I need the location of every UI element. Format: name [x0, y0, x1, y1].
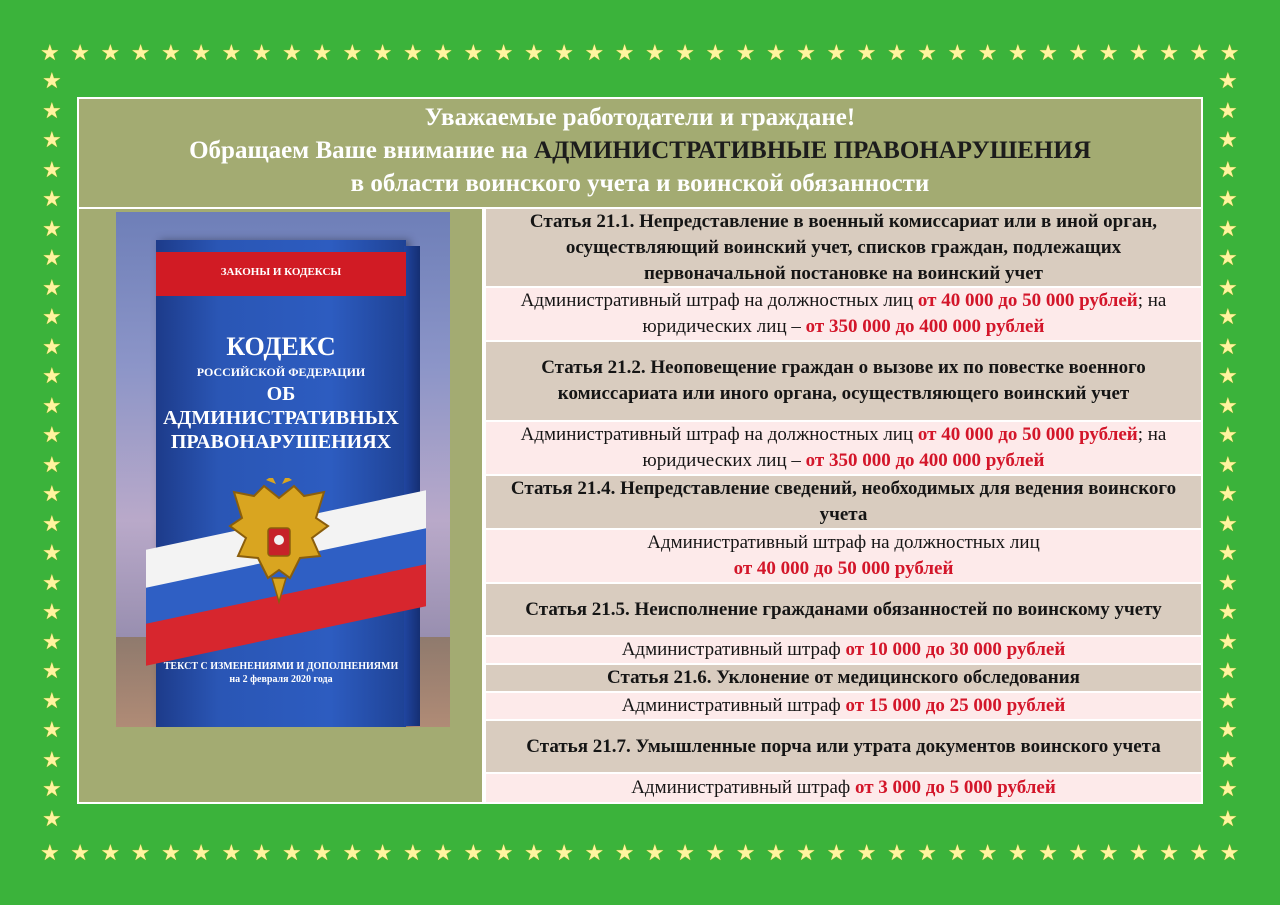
star-icon: ★ — [251, 40, 272, 65]
star-icon: ★ — [977, 840, 998, 865]
star-icon: ★ — [191, 840, 211, 865]
star-icon: ★ — [42, 746, 62, 772]
article-row: Статья 21.5. Неисполнение гражданами обязанностей по воинскому учету — [486, 584, 1201, 637]
star-icon: ★ — [614, 40, 635, 65]
star-icon: ★ — [675, 40, 695, 65]
star-icon: ★ — [372, 40, 393, 65]
star-icon: ★ — [1068, 40, 1089, 65]
star-border-top — [40, 42, 1240, 64]
star-icon: ★ — [42, 628, 62, 654]
star-icon: ★ — [675, 840, 695, 865]
book-photo — [116, 212, 450, 727]
star-icon: ★ — [42, 363, 62, 389]
star-icon: ★ — [1218, 304, 1238, 330]
star-icon: ★ — [1068, 840, 1089, 865]
star-icon: ★ — [796, 840, 816, 865]
star-icon: ★ — [42, 392, 62, 418]
fine-text: Административный штраф — [621, 695, 846, 716]
star-icon: ★ — [947, 840, 968, 865]
star-icon: ★ — [1218, 245, 1238, 271]
article-row: Статья 21.2. Неоповещение граждан о вызове их по повестке военного комиссариата или иного органа, осуществляющего воинский учет — [486, 342, 1201, 422]
star-icon: ★ — [1038, 840, 1058, 865]
star-icon: ★ — [40, 840, 60, 865]
star-icon: ★ — [312, 840, 332, 865]
star-icon: ★ — [463, 40, 484, 65]
star-icon: ★ — [554, 840, 574, 865]
star-icon: ★ — [161, 840, 181, 865]
fine-amount: от 350 000 до 400 000 рублей — [805, 316, 1045, 337]
star-icon: ★ — [221, 840, 242, 865]
star-icon: ★ — [42, 481, 62, 507]
star-icon: ★ — [856, 40, 877, 65]
star-icon: ★ — [372, 840, 393, 865]
star-icon: ★ — [42, 599, 62, 625]
star-icon: ★ — [1129, 40, 1149, 65]
star-border-right — [1218, 70, 1238, 830]
star-icon: ★ — [42, 274, 62, 300]
book-title-1: КОДЕКС — [226, 332, 336, 361]
star-icon: ★ — [282, 840, 302, 865]
star-border-left — [42, 70, 62, 830]
fine-amount: от 350 000 до 400 000 рублей — [805, 450, 1045, 471]
star-icon: ★ — [1159, 40, 1179, 65]
star-icon: ★ — [70, 840, 90, 865]
star-icon: ★ — [1189, 840, 1210, 865]
star-icon: ★ — [221, 40, 242, 65]
star-icon: ★ — [1218, 658, 1238, 684]
fine-amount: от 10 000 до 30 000 рублей — [845, 639, 1066, 660]
star-icon: ★ — [403, 40, 423, 65]
star-icon: ★ — [191, 40, 211, 65]
star-icon: ★ — [1218, 628, 1238, 654]
fine-amount: от 15 000 до 25 000 рублей — [845, 695, 1066, 716]
star-icon: ★ — [1098, 840, 1119, 865]
star-icon: ★ — [856, 840, 877, 865]
fine-text: Административный штраф на должностных лиц — [647, 532, 1040, 553]
star-icon: ★ — [1218, 186, 1238, 212]
article-row: Статья 21.1. Непредставление в военный комиссариат или в иной орган, осуществляющий воинский учет, списков граждан, подлежащих первоначальной постановке на воинский учет — [486, 209, 1201, 288]
star-icon: ★ — [100, 40, 121, 65]
star-icon: ★ — [645, 40, 665, 65]
star-icon: ★ — [42, 422, 62, 448]
star-icon: ★ — [42, 97, 62, 123]
fine-text: ; на юридических лиц – — [642, 290, 1167, 337]
header-line-2 — [79, 134, 1201, 167]
book-title-4: ПРАВОНАРУШЕНИЯХ — [170, 431, 392, 453]
star-icon: ★ — [403, 840, 423, 865]
fine-text: Административный штраф на должностных лиц — [520, 424, 918, 445]
fine-row — [486, 637, 1201, 665]
star-icon: ★ — [1218, 156, 1238, 182]
star-icon: ★ — [705, 840, 726, 865]
star-icon: ★ — [1218, 746, 1238, 772]
fine-amount: от 3 000 до 5 000 рублей — [854, 777, 1056, 798]
star-icon: ★ — [1098, 40, 1119, 65]
star-icon: ★ — [312, 40, 332, 65]
star-icon: ★ — [251, 840, 272, 865]
code-book — [156, 240, 406, 727]
star-icon: ★ — [766, 40, 786, 65]
fine-amount: от 40 000 до 50 000 рублей — [733, 558, 954, 579]
star-icon: ★ — [524, 40, 544, 65]
book-footer — [156, 660, 406, 686]
star-icon: ★ — [40, 40, 60, 65]
fine-row — [486, 530, 1201, 584]
star-icon: ★ — [796, 40, 816, 65]
header-line-3: в области воинского учета и воинской обязанности — [350, 170, 930, 197]
star-icon: ★ — [130, 840, 151, 865]
star-icon: ★ — [1218, 451, 1238, 477]
star-icon: ★ — [42, 717, 62, 743]
star-icon: ★ — [1008, 40, 1028, 65]
book-title-2: РОССИЙСКОЙ ФЕДЕРАЦИИ — [196, 365, 366, 379]
star-icon: ★ — [42, 333, 62, 359]
star-icon: ★ — [1008, 840, 1028, 865]
image-panel — [79, 209, 482, 802]
star-icon: ★ — [1218, 481, 1238, 507]
fine-text: Административный штраф — [621, 639, 846, 660]
fine-row — [486, 288, 1201, 342]
star-icon: ★ — [42, 215, 62, 241]
star-icon: ★ — [493, 40, 514, 65]
star-icon: ★ — [1038, 40, 1058, 65]
fine-text: ; на юридических лиц – — [642, 424, 1167, 471]
star-icon: ★ — [42, 776, 62, 802]
star-icon: ★ — [887, 840, 907, 865]
header-highlight: АДМИНИСТРАТИВНЫЕ ПРАВОНАРУШЕНИЯ — [534, 137, 1091, 164]
star-icon: ★ — [1218, 540, 1238, 566]
star-icon: ★ — [42, 805, 62, 831]
star-icon: ★ — [645, 840, 665, 865]
star-icon: ★ — [42, 245, 62, 271]
star-icon: ★ — [917, 40, 937, 65]
star-icon: ★ — [1129, 840, 1149, 865]
star-icon: ★ — [493, 840, 514, 865]
star-icon: ★ — [1218, 127, 1238, 153]
fine-amount: от 40 000 до 50 000 рублей — [917, 424, 1138, 445]
star-icon: ★ — [1218, 717, 1238, 743]
star-icon: ★ — [705, 40, 726, 65]
star-border-bottom — [40, 842, 1240, 864]
star-icon: ★ — [42, 156, 62, 182]
star-icon: ★ — [1218, 569, 1238, 595]
star-icon: ★ — [42, 451, 62, 477]
star-icon: ★ — [1218, 392, 1238, 418]
star-icon: ★ — [977, 40, 998, 65]
book-footer-1: ТЕКСТ С ИЗМЕНЕНИЯМИ И ДОПОЛНЕНИЯМИ — [163, 661, 399, 672]
star-icon: ★ — [342, 840, 363, 865]
header-line-2-prefix: Обращаем Ваше внимание на — [189, 137, 535, 164]
star-icon: ★ — [766, 840, 786, 865]
star-icon: ★ — [887, 40, 907, 65]
star-icon: ★ — [1218, 363, 1238, 389]
star-icon: ★ — [42, 186, 62, 212]
book-title — [156, 332, 406, 454]
star-icon: ★ — [1218, 776, 1238, 802]
star-icon: ★ — [947, 40, 968, 65]
fine-row — [486, 422, 1201, 476]
star-icon: ★ — [826, 40, 847, 65]
star-icon: ★ — [584, 840, 605, 865]
star-icon: ★ — [42, 68, 62, 93]
star-icon: ★ — [1218, 333, 1238, 359]
star-icon: ★ — [42, 540, 62, 566]
article-row: Статья 21.4. Непредставление сведений, необходимых для ведения воинского учета — [486, 476, 1201, 530]
star-icon: ★ — [554, 40, 574, 65]
star-icon: ★ — [735, 840, 756, 865]
book-spine — [404, 246, 420, 726]
star-icon: ★ — [42, 304, 62, 330]
star-icon: ★ — [161, 40, 181, 65]
star-icon: ★ — [282, 40, 302, 65]
star-icon: ★ — [1218, 805, 1238, 831]
star-icon: ★ — [1219, 40, 1240, 65]
star-icon: ★ — [584, 40, 605, 65]
star-icon: ★ — [1218, 422, 1238, 448]
star-icon: ★ — [524, 840, 544, 865]
star-icon: ★ — [42, 569, 62, 595]
fine-row — [486, 774, 1201, 802]
star-icon: ★ — [70, 40, 90, 65]
star-icon: ★ — [1218, 687, 1238, 713]
poster-header — [79, 99, 1201, 207]
double-headed-eagle-icon — [224, 478, 334, 608]
article-row: Статья 21.7. Умышленные порча или утрата документов воинского учета — [486, 721, 1201, 774]
star-icon: ★ — [1219, 840, 1240, 865]
fine-text: Административный штраф — [631, 777, 855, 798]
star-icon: ★ — [130, 40, 151, 65]
star-icon: ★ — [1189, 40, 1210, 65]
star-icon: ★ — [433, 40, 453, 65]
book-title-3: ОБ АДМИНИСТРАТИВНЫХ — [163, 383, 399, 429]
star-icon: ★ — [1218, 215, 1238, 241]
star-icon: ★ — [42, 658, 62, 684]
star-icon: ★ — [42, 127, 62, 153]
star-icon: ★ — [342, 40, 363, 65]
star-icon: ★ — [42, 687, 62, 713]
header-line-1: Уважаемые работодатели и граждане! — [424, 104, 856, 131]
star-icon: ★ — [463, 840, 484, 865]
star-icon: ★ — [1159, 840, 1179, 865]
book-footer-2: на 2 февраля 2020 года — [229, 674, 333, 685]
poster-frame — [77, 97, 1203, 804]
star-icon: ★ — [100, 840, 121, 865]
star-icon: ★ — [614, 840, 635, 865]
star-icon: ★ — [1218, 68, 1238, 93]
violations-table — [486, 209, 1201, 802]
article-row: Статья 21.6. Уклонение от медицинского обследования — [486, 665, 1201, 693]
star-icon: ★ — [42, 510, 62, 536]
star-icon: ★ — [433, 840, 453, 865]
star-icon: ★ — [1218, 510, 1238, 536]
star-icon: ★ — [735, 40, 756, 65]
fine-text: Административный штраф на должностных лиц — [520, 290, 918, 311]
book-series: ЗАКОНЫ И КОДЕКСЫ — [220, 266, 342, 278]
star-icon: ★ — [917, 840, 937, 865]
star-icon: ★ — [1218, 274, 1238, 300]
fine-row — [486, 693, 1201, 721]
star-icon: ★ — [1218, 599, 1238, 625]
fine-amount: от 40 000 до 50 000 рублей — [917, 290, 1138, 311]
star-icon: ★ — [826, 840, 847, 865]
star-icon: ★ — [1218, 97, 1238, 123]
